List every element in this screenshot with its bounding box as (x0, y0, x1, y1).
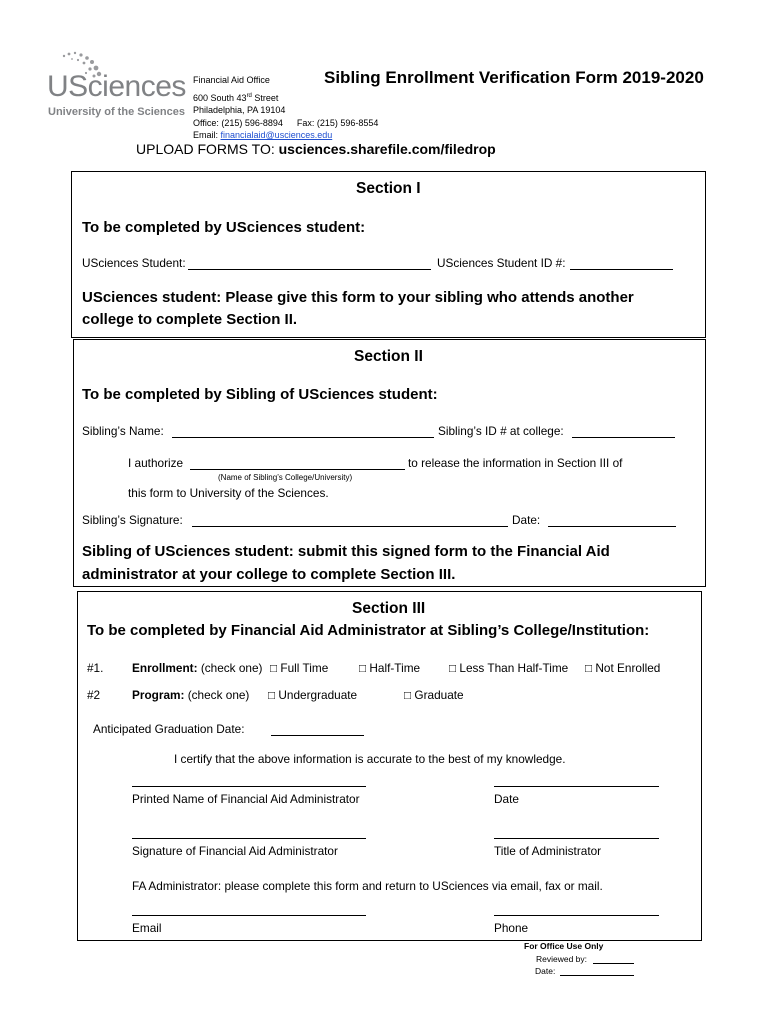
section-2-subtitle: To be completed by Sibling of USciences student: (82, 386, 438, 403)
student-id-label: USciences Student ID #: (437, 256, 566, 270)
program-label: Program: (check one) (132, 688, 250, 702)
program-undergraduate[interactable]: □ Undergraduate (268, 688, 358, 702)
enrollment-half-time[interactable]: □ Half-Time (359, 661, 421, 675)
program-graduate[interactable]: □ Graduate (404, 688, 464, 702)
student-name-label: USciences Student: (82, 256, 186, 270)
city-line: Philadelphia, PA 19104 (193, 105, 286, 115)
admin-email-field[interactable] (132, 915, 366, 916)
enrollment-less-than-half-time[interactable]: □ Less Than Half-Time (449, 661, 569, 675)
student-name-field[interactable] (188, 269, 431, 270)
student-id-field[interactable] (570, 269, 673, 270)
enrollment-full-time[interactable]: □ Full Time (270, 661, 329, 675)
certify-text: I certify that the above information is accurate to the best of my knowledge. (174, 752, 566, 766)
sibling-id-field[interactable] (572, 437, 675, 438)
phone-fax-line (193, 117, 378, 130)
logo-wordmark: USciences (47, 70, 186, 103)
form-title: Sibling Enrollment Verification Form 2019-2020 (324, 68, 704, 87)
section-2-instruction-2: administrator at your college to complete Section III. (82, 566, 456, 583)
section-1-subtitle: To be completed by USciences student: (82, 219, 366, 236)
admin-email-label: Email (132, 921, 162, 935)
sibling-id-label: Sibling’s ID # at college: (438, 424, 564, 438)
upload-instruction: UPLOAD FORMS TO: usciences.sharefile.com/filedrop (136, 141, 496, 157)
college-name-field[interactable] (190, 469, 405, 470)
section-1-instruction-2: college to complete Section II. (82, 311, 298, 328)
admin-signature-label: Signature of Financial Aid Administrator (132, 844, 338, 858)
admin-date-field[interactable] (494, 786, 659, 787)
office-use-heading: For Office Use Only (524, 941, 604, 951)
section-3-title: Section III (352, 600, 426, 617)
grad-date-field[interactable] (271, 735, 364, 736)
office-name: Financial Aid Office (193, 75, 270, 85)
sibling-signature-field[interactable] (192, 526, 508, 527)
office-date-label: Date: (535, 966, 556, 976)
college-name-hint: (Name of Sibling’s College/University) (218, 473, 353, 482)
email-link[interactable]: financialaid@usciences.edu (220, 130, 333, 140)
item-1-number: #1. (87, 661, 104, 675)
admin-title-field[interactable] (494, 838, 659, 839)
street-address: 600 South 43rd Street (193, 92, 279, 103)
return-instruction: FA Administrator: please complete this form and return to USciences via email, fax or mail. (132, 879, 603, 893)
section-1-instruction-1: USciences student: Please give this form to your sibling who attends another (82, 289, 634, 306)
section-2-instruction-1: Sibling of USciences student: submit this signed form to the Financial Aid (82, 543, 610, 560)
admin-date-label: Date (494, 792, 519, 806)
section-3-subtitle: To be completed by Financial Aid Administrator at Sibling’s College/Institution: (87, 622, 650, 639)
admin-phone-field[interactable] (494, 915, 659, 916)
sibling-date-label: Date: (512, 513, 541, 527)
logo-tagline: University of the Sciences (48, 106, 185, 118)
reviewed-by-label: Reviewed by: (536, 954, 588, 964)
reviewed-by-field[interactable] (593, 963, 634, 964)
admin-phone-label: Phone (494, 921, 529, 935)
upload-url[interactable]: usciences.sharefile.com/filedrop (278, 141, 496, 157)
item-2-number: #2 (87, 688, 101, 702)
office-date-field[interactable] (560, 975, 634, 976)
authorize-line-2: this form to University of the Sciences. (128, 486, 329, 500)
sibling-name-label: Sibling’s Name: (82, 424, 164, 438)
enrollment-not-enrolled[interactable]: □ Not Enrolled (585, 661, 661, 675)
sibling-signature-label: Sibling’s Signature: (82, 513, 183, 527)
section-1-title: Section I (356, 180, 421, 197)
authorize-prefix: I authorize (128, 456, 184, 470)
office-phone: Office: (215) 596-8894 (193, 117, 283, 128)
authorize-suffix: to release the information in Section III of (408, 456, 623, 470)
printed-name-label: Printed Name of Financial Aid Administrator (132, 792, 360, 806)
enrollment-label: Enrollment: (check one) (132, 661, 263, 675)
admin-title-label: Title of Administrator (494, 844, 602, 858)
admin-signature-field[interactable] (132, 838, 366, 839)
sibling-date-field[interactable] (548, 526, 676, 527)
section-2-title: Section II (354, 348, 423, 365)
sibling-name-field[interactable] (172, 437, 434, 438)
printed-name-field[interactable] (132, 786, 366, 787)
email-line: Email: financialaid@usciences.edu (193, 130, 333, 140)
fax-number: Fax: (215) 596-8554 (296, 117, 379, 128)
grad-date-label: Anticipated Graduation Date: (93, 722, 245, 736)
